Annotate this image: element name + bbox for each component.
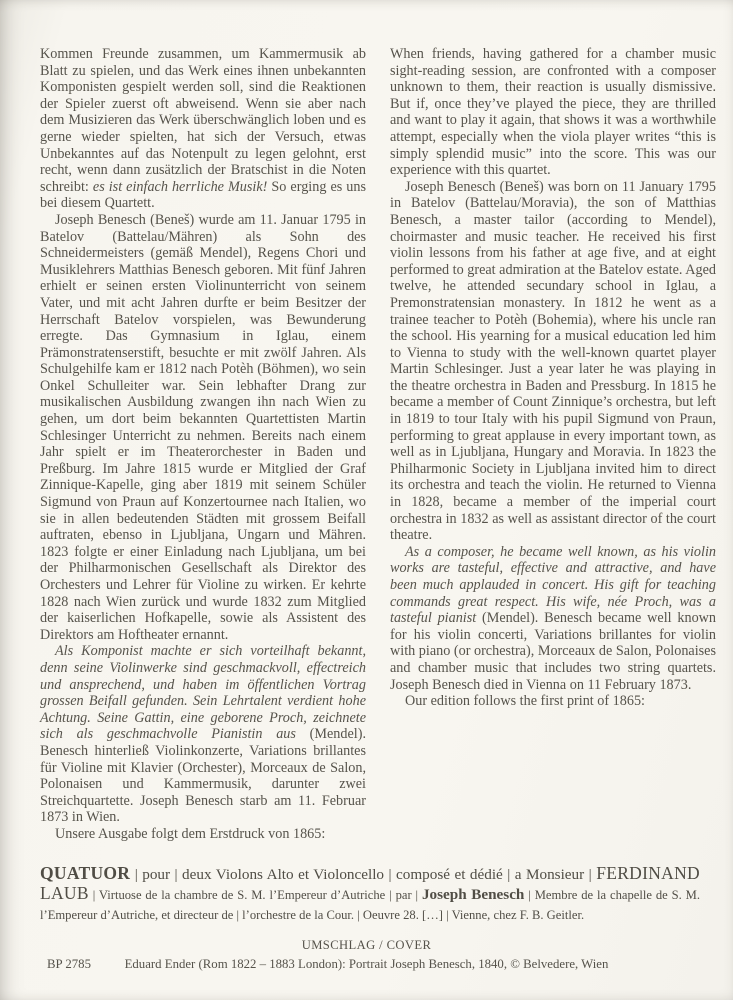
de-paragraph-biography (40, 212, 366, 643)
separator: | par | (385, 888, 422, 902)
dedicatee-name: FERDINAND LAUB (40, 863, 700, 903)
en-paragraph-intro (390, 46, 716, 179)
text-run-italic: As a composer, he became well known, as his violin works are tasteful, effective and attractive, and have been much applauded in concert. His gift for teaching commands great respect. His wife, née Proch, was a tasteful pianist (390, 543, 716, 627)
text-run: Kommen Freunde zusammen, um Kammermusik ab Blatt zu spielen, und das Werk eines ihnen unbekannten Komponisten gespielt werden soll, sind die Reaktionen der Spieler zuerst oft abweisend. Wenn sie aber nach dem Musizieren das Werk überschwänglich loben und es gerne wieder spielten, hat sich der Versuch, etwas Unbekanntes auf das Notenpult zu legen gelohnt, erst recht, wenn dann zusätzlich der Bratschist in die Noten schreibt: (40, 46, 366, 195)
credit-row (0, 957, 733, 972)
cover-section-label: UMSCHLAG / COVER (301, 938, 432, 952)
title-text: | pour | deux Violons Alto et Violoncello | composé et dédié | a Monsieur | (130, 866, 597, 883)
en-paragraph-composer (390, 544, 716, 693)
text-run: So erging es uns bei diesem Quartett. (40, 178, 367, 212)
cover-credit: Eduard Ender (Rom 1822 – 1883 London): Portrait Joseph Benesch, 1840, © Belvedere, Wien (124, 957, 609, 971)
title-page-transcription (40, 864, 700, 925)
work-title: QUATUOR (40, 863, 131, 883)
separator: | (524, 888, 535, 902)
text-run-italic: es ist einfach herrliche Musik! (92, 178, 268, 195)
text-run: Our edition follows the first print of 1865: (405, 693, 645, 710)
text-run: (Mendel). Benesch hinterließ Violinkonzerte, Variations brillantes für Violine mit Klavier (Orchester), Morceaux de Salon, Polonaisen und Kammermusik, darunter zwei Streichquartette. Joseph Benesch starb am 11. Februar 1873 in Wien. (40, 726, 366, 826)
de-paragraph-edition-note (40, 826, 366, 843)
separator: | (88, 888, 99, 902)
text-run: Unsere Ausgabe folgt dem Erstdruck von 1865: (55, 825, 326, 842)
de-paragraph-composer (40, 643, 366, 826)
en-paragraph-biography (390, 179, 716, 544)
en-paragraph-edition-note (390, 693, 716, 710)
page-footer (0, 938, 733, 972)
text-run: Joseph Benesch (Beneš) wurde am 11. Januar 1795 in Batelov (Battelau/Mähren) als Sohn des Schneidermeisters (gemäß Mendel), Regens Chori und Musiklehrers Matthias Benesch geboren. Mit fünf Jahren erhielt er seinen ersten Violinunterricht von seinem Vater, und mit acht Jahren durfte er beim Besitzer der Herrschaft Batelov vorspielen, was Bewunderung erregte. Das Gymnasium in Iglau, einem Prämonstratenserstift, besuchte er mit zwölf Jahren. Als Schulgehilfe kam er 1812 nach Potèh (Böhmen), wo sein Onkel Schulleiter war. Sein lebhafter Drang zur musikalischen Ausbildung zwangen ihn nach Wien zu gehen, um dort beim bekannten Quartettisten Martin Schlesinger Unterricht zu nehmen. Bereits nach einem Jahr spielt er im Theaterorchester in Baden und Preßburg. Im Jahre 1815 wurde er Mitglied der Graf Zinnique-Kapelle, ging aber 1819 mit seinem Schüler Sigmund von Praun auf Konzertournee nach Italien, wo sie in allen bedeutenden Städten mit grossem Beifall auftraten, ebenso in Ljubljana, Ungarn und Mähren. 1823 folgte er einer Einladung nach Ljubljana, um bei der Philharmonischen Gesellschaft als Direktor des Orchesters und Lehrer für Violine zu wirken. Er kehrte 1828 nach Wien zurück und wurde 1832 zum Mitglied der kaiserlichen Hofkapelle, sowie als Assistent des Direktors am Hoftheater ernannt. (40, 211, 366, 643)
english-text-column (390, 46, 716, 860)
composer-title-publisher: Membre de la chapelle de S. M. l’Empereur d’Autriche, et directeur de | l’orchestre de la Cour. | Oeuvre 28. […] | Vienne, chez F. B. Geitler. (40, 888, 701, 922)
composer-name: Joseph Benesch (421, 886, 525, 903)
dedicatee-title: Virtuose de la chambre de S. M. l’Empereur d’Autriche (98, 888, 386, 902)
german-text-column (40, 46, 366, 860)
text-run: (Mendel). Benesch became well known for his violin concerti, Variations brillantes for violin with piano (or orchestra), Morceaux de Salon, Polonaises and chamber music that includes two string quartets. Joseph Benesch died in Vienna on 11 February 1873. (390, 610, 717, 693)
text-run-italic: Als Komponist machte er sich vorteilhaft bekannt, denn seine Violinwerke sind geschmackvoll, effectreich und ansprechend, und haben im öffentlichen Vortrag grossen Beifall gefunden. Sein Lehrtalent verdient hohe Achtung. Seine Gattin, eine geborene Proch, zeichnete sich als geschmachvolle Pianistin aus (40, 643, 366, 743)
plate-number: BP 2785 (47, 957, 91, 971)
text-run: Joseph Benesch (Beneš) was born on 11 January 1795 in Batelov (Battelau/Moravia), the son of Matthias Benesch, a master tailor (according to Mendel), choirmaster and music teacher. He received his first violin lessons from his father at age five, and at eight performed to great admiration at the Batelov estate. Aged twelve, he attended secundary school in Iglau, a Premonstratensian monastery. In 1812 he went as a trainee teacher to Potèh (Bohemia), where his uncle ran the school. His yearning for a musical education led him to Vienna to study with the well-known quartet player Martin Schlesinger. Just a year later he was playing in the theatre orchestra in Baden and Pressburg. In 1815 he became a member of Count Zinnique’s orchestra, but left in 1819 to tour Italy with his pupil Sigmund von Praun, performing to great applause in every important town, as well as in Ljubljana, Hungary and Moravia. In 1823 the Philharmonic Society in Ljubljana invited him to direct its orchestra and teach the violin. He returned to Vienna in 1828, became a member of the imperial court orchestra in 1832 as well as assistant director of the court theatre. (390, 178, 716, 544)
de-paragraph-intro (40, 46, 366, 212)
text-run: When friends, having gathered for a chamber music sight-reading session, are confronted with a composer unknown to them, their reaction is usually dismissive. But if, once they’ve played the piece, they are thrilled and want to play it again, that shows it was a worthwhile attempt, especially when the viola player writes “this is simply splendid music” into the score. This was our experience with this quartet. (390, 46, 716, 179)
